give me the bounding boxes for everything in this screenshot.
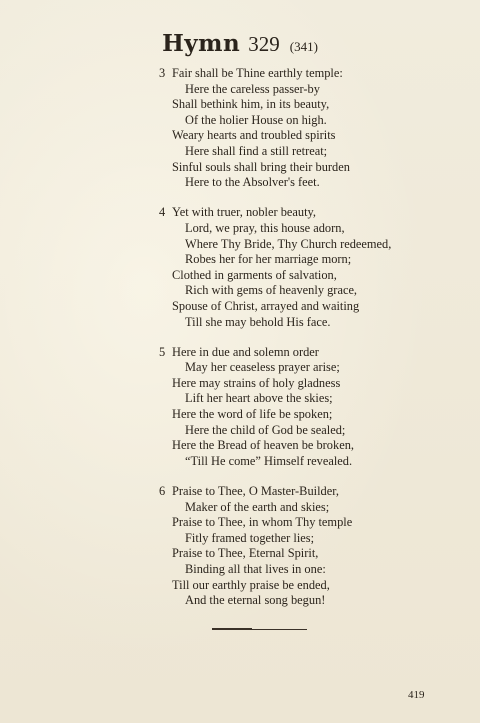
verse-line: Clothed in garments of salvation, <box>172 267 337 282</box>
end-divider-thick <box>212 628 252 630</box>
verse-line: Lord, we pray, this house adorn, <box>185 220 345 235</box>
verse-line: Here to the Absolver's feet. <box>185 175 320 190</box>
hymn-title-word: Hymn <box>162 30 241 57</box>
verse-line <box>0 205 480 221</box>
page-number: 419 <box>408 689 425 701</box>
verse-line: Till she may behold His face. <box>185 314 331 329</box>
verse-line: Fitly framed together lies; <box>185 530 315 545</box>
verse-line <box>0 345 480 361</box>
verse-line: Here the child of God be sealed; <box>185 422 346 437</box>
verse <box>0 345 480 470</box>
verse <box>0 66 480 191</box>
verse-line: Till our earthly praise be ended, <box>172 577 330 592</box>
verse-line: Here the Bread of heaven be broken, <box>172 438 354 453</box>
verse-line: Sinful souls shall bring their burden <box>172 159 350 174</box>
verse-line: Spouse of Christ, arrayed and waiting <box>172 298 360 313</box>
verse-line-text: Fair shall be Thine earthly temple: <box>172 66 343 80</box>
verse-line: Here the word of life be spoken; <box>172 407 333 422</box>
hymn-alternate-number: (341) <box>289 39 318 54</box>
verse-line-text: Yet with truer, nobler beauty, <box>172 205 317 220</box>
verse-line: “Till He come” Himself revealed. <box>185 453 353 468</box>
verse-line: Rich with gems of heavenly grace, <box>185 283 358 298</box>
verse-line: Praise to Thee, in whom Thy temple <box>172 515 353 530</box>
verse-line: Maker of the earth and skies; <box>185 499 330 514</box>
hymn-verses <box>0 66 480 623</box>
hymn-number: 329 <box>248 32 280 56</box>
verse <box>0 205 480 330</box>
verse-line: Where Thy Bride, Thy Church redeemed, <box>185 236 392 251</box>
hymn-heading <box>0 30 480 57</box>
verse-number: 5 <box>159 344 166 359</box>
verse-line: Of the holier House on high. <box>185 112 327 127</box>
verse-line <box>0 484 480 500</box>
verse-line: Binding all that lives in one: <box>185 562 326 576</box>
verse-number: 4 <box>159 205 166 220</box>
verse-line: Weary hearts and troubled spirits <box>172 128 336 143</box>
verse-line: Praise to Thee, Eternal Spirit, <box>172 546 319 561</box>
verse <box>0 484 480 609</box>
verse-line: May her ceaseless prayer arise; <box>185 360 340 375</box>
verse-line <box>0 66 480 82</box>
verse-line-text: Here in due and solemn order <box>172 344 319 359</box>
verse-number: 6 <box>159 484 166 499</box>
verse-line: Lift her heart above the skies; <box>185 391 333 406</box>
verse-line: Shall bethink him, in its beauty, <box>172 97 330 112</box>
verse-line: Here shall find a still retreat; <box>185 143 328 158</box>
verse-number: 3 <box>159 66 166 80</box>
verse-line: Here may strains of holy gladness <box>172 375 341 390</box>
verse-line: Robes her for her marriage morn; <box>185 252 352 267</box>
verse-line: Here the careless passer-by <box>185 81 320 96</box>
verse-line: And the eternal song begun! <box>185 593 326 608</box>
verse-line-text: Praise to Thee, O Master-Builder, <box>172 484 339 499</box>
